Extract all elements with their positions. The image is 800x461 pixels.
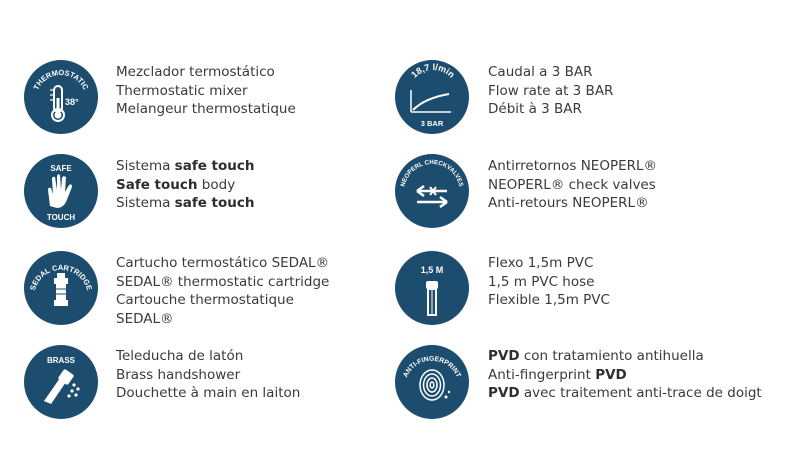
svg-text:NEOPERL CHECKVALVES <box>400 159 465 187</box>
feature-line <box>488 254 610 273</box>
feature-text <box>488 63 613 119</box>
svg-text:ANTI-FINGERPRINT <box>402 356 462 380</box>
feature-line <box>116 82 296 101</box>
badge-label-bottom: 3 BAR <box>420 119 444 128</box>
bold-segment: PVD <box>595 366 627 383</box>
feature-text <box>116 347 300 403</box>
text-segment: body <box>197 176 236 193</box>
feature-text <box>488 157 657 213</box>
flow-rate-icon <box>395 60 469 134</box>
feature-line <box>488 384 762 403</box>
text-segment: Caudal a 3 BAR <box>488 64 593 80</box>
feature-line <box>116 291 329 310</box>
feature-text <box>116 157 255 213</box>
feature-line <box>488 63 613 82</box>
text-segment: Flow rate at 3 BAR <box>488 82 614 99</box>
feature-line <box>116 194 255 213</box>
text-segment: SEDAL® <box>116 310 174 327</box>
text-segment: Débit à 3 BAR <box>488 101 582 117</box>
text-segment: Brass handshower <box>116 366 241 383</box>
svg-text:18,7 l/min <box>409 62 457 80</box>
text-segment: Sistema <box>116 195 175 211</box>
bold-segment: Safe touch <box>116 176 198 193</box>
feature-line <box>488 176 657 195</box>
sedal-cartridge-icon <box>24 251 98 325</box>
anti-fingerprint-icon <box>395 345 469 419</box>
bold-segment: safe touch <box>174 158 255 174</box>
badge-label: ANTI-FINGERPRINT <box>402 355 462 379</box>
text-segment: NEOPERL® check valves <box>488 176 656 193</box>
text-segment: Flexible 1,5m PVC <box>488 292 610 308</box>
feature-line <box>116 273 329 292</box>
feature-text <box>488 254 610 310</box>
text-segment: Douchette à main en laiton <box>116 385 301 401</box>
feature-line <box>488 347 762 366</box>
text-segment: Thermostatic mixer <box>116 82 248 99</box>
feature-text <box>116 254 329 328</box>
text-segment: Anti-fingerprint <box>488 366 596 383</box>
thermostatic-icon <box>24 60 98 134</box>
feature-line <box>116 100 296 119</box>
badge-label: 1,5 M <box>420 265 444 275</box>
feature-line <box>488 194 657 213</box>
badge-label-bottom: TOUCH <box>46 213 76 222</box>
text-segment: Sistema <box>116 158 175 174</box>
feature-line <box>116 176 255 195</box>
feature-line <box>116 157 255 176</box>
feature-line <box>116 254 329 273</box>
feature-line <box>488 100 613 119</box>
badge-label: 18,7 l/min <box>409 61 457 80</box>
badge-label: NEOPERL CHECKVALVES <box>399 158 465 188</box>
text-segment: avec traitement anti-trace de doigt <box>519 385 762 401</box>
feature-line <box>116 366 300 385</box>
check-valves-icon <box>395 154 469 228</box>
text-segment: Anti-retours NEOPERL® <box>488 195 649 211</box>
brass-handshower-icon <box>24 345 98 419</box>
feature-line <box>488 291 610 310</box>
feature-text <box>116 63 296 119</box>
bold-segment: PVD <box>488 385 520 401</box>
badge-label: THERMOSTATIC <box>31 67 91 92</box>
badge-temp: 38° <box>65 97 79 107</box>
feature-line <box>488 157 657 176</box>
feature-line <box>488 366 762 385</box>
text-segment: Melangeur thermostatique <box>116 101 296 117</box>
badge-label: SAFE <box>50 164 72 173</box>
text-segment: Mezclador termostático <box>116 64 275 80</box>
text-segment: Teleducha de latón <box>116 348 244 364</box>
badge-label: BRASS <box>46 356 76 365</box>
text-segment: 1,5 m PVC hose <box>488 273 595 290</box>
feature-line <box>116 347 300 366</box>
hose-icon <box>395 251 469 325</box>
text-segment: Cartouche thermostatique <box>116 292 294 308</box>
feature-line <box>116 384 300 403</box>
bold-segment: PVD <box>488 348 520 364</box>
text-segment: Flexo 1,5m PVC <box>488 255 594 271</box>
safe-touch-icon <box>24 154 98 228</box>
feature-line <box>488 82 613 101</box>
bold-segment: safe touch <box>174 195 255 211</box>
text-segment: Cartucho termostático SEDAL® <box>116 255 330 271</box>
feature-line <box>116 310 329 329</box>
text-segment: SEDAL® thermostatic cartridge <box>116 273 330 290</box>
text-segment: Antirretornos NEOPERL® <box>488 158 658 174</box>
feature-line <box>488 273 610 292</box>
feature-line <box>116 63 296 82</box>
badge-label: SEDAL CARTRIDGE <box>27 262 95 292</box>
feature-text <box>488 347 762 403</box>
text-segment: con tratamiento antihuella <box>519 348 704 364</box>
